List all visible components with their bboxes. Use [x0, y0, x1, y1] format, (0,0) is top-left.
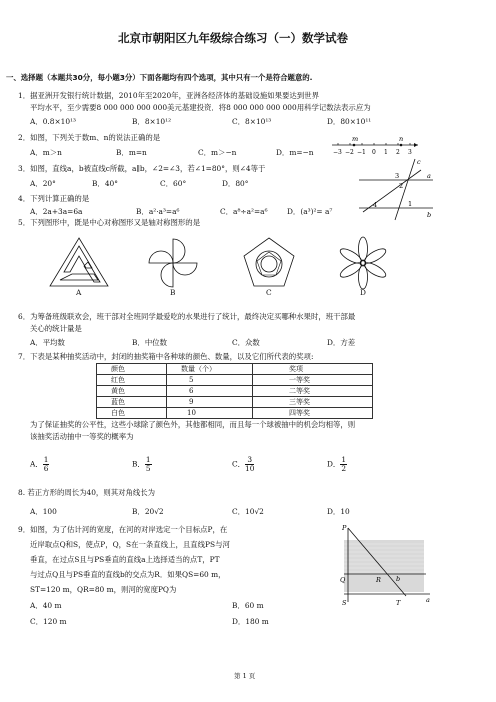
q9-line3: 垂直，在过点S且与PS垂直的直线a上选择适当的点T，PT	[30, 555, 220, 564]
fig3-label-b: b	[427, 211, 432, 219]
q1-stem-line1: 1．据亚洲开发银行统计数据，2010年至2020年，亚洲各经济体的基础设施如果要达到世界	[18, 91, 319, 100]
q7-option-c-label: C．	[232, 459, 246, 469]
q9-option-d: D．180 m	[232, 617, 269, 626]
fraction-denominator: 6	[43, 464, 49, 473]
q3-option-c: C．60°	[160, 179, 187, 188]
table-cell: 黄色	[97, 386, 167, 397]
nl-tick-label: 2	[396, 149, 400, 156]
fig3-angle-1: 1	[408, 200, 413, 208]
q7-option-a-label: A．	[30, 459, 43, 469]
q1-option-c: C．8×10¹³	[232, 117, 272, 126]
fig9-label-t: T	[396, 599, 401, 607]
q7-option-b-fraction	[145, 456, 152, 473]
q9-line4: 与过点Q且与PS垂直的直线b的交点为R．如果QS=60 m，	[30, 570, 226, 579]
q2-option-d: D．m=−n	[276, 148, 314, 157]
prize-table	[96, 363, 373, 419]
q4-option-c: C．a⁸÷a²=a⁶	[220, 207, 268, 216]
q4-option-d: D．(a³)²= a⁷	[287, 207, 333, 216]
nl-tick-label: −1	[357, 149, 366, 156]
table-row	[97, 386, 373, 397]
q1-stem-line2: 平均水平，至少需要8 000 000 000 000美元基建投资．将8 000 000 000 000用科学记数法表示应为	[30, 103, 371, 112]
q7-stem: 7．下表是某种抽奖活动中，封闭的抽奖箱中各种球的颜色、数量，以及它们所代表的奖项:	[18, 352, 314, 361]
q5-stem: 5．下列图形中，既是中心对称图形又是轴对称图形的是	[18, 218, 201, 227]
fig9-label-r: R	[376, 576, 381, 584]
table-cell: 二等奖	[253, 386, 373, 397]
q1-option-d: D．80×10¹¹	[327, 117, 372, 126]
q7-option-a	[30, 456, 49, 473]
table-row	[97, 397, 373, 408]
table-cell: 蓝色	[97, 397, 167, 408]
table-row	[97, 408, 373, 419]
q4-stem: 4．下列计算正确的是	[18, 194, 90, 203]
q6-option-a: A．平均数	[30, 338, 65, 347]
q7-option-d-fraction	[340, 456, 347, 473]
q8-option-a: A．100	[30, 507, 57, 516]
q7-option-c	[232, 456, 254, 473]
fraction-numerator: 1	[341, 455, 347, 464]
table-cell: 奖项	[253, 364, 373, 375]
q6-option-c: C．众数	[232, 338, 260, 347]
table-cell: 9	[167, 397, 253, 408]
q8-option-b: B．20√2	[132, 507, 164, 516]
river-width-figure	[334, 522, 434, 614]
shape-label-b: B	[170, 288, 176, 297]
q2-stem: 2．如图，下列关于数m、n的说法正确的是	[18, 133, 161, 142]
fig9-label-a: a	[426, 596, 430, 604]
table-cell: 6	[167, 386, 253, 397]
q2-option-a: A．m＞n	[30, 148, 62, 157]
q7-option-b-label: B．	[132, 459, 145, 469]
table-cell: 三等奖	[253, 397, 373, 408]
q9-line2: 近岸取点Q和S，使点P，Q，S在一条直线上，且直线PS与河	[30, 540, 230, 549]
shape-label-a: A	[76, 288, 82, 297]
table-cell: 白色	[97, 408, 167, 419]
q6-option-d: D．方差	[327, 338, 356, 347]
q9-option-b: B．60 m	[232, 601, 264, 610]
q6-stem-line2: 关心的统计量是	[30, 324, 82, 333]
table-cell: 10	[167, 408, 253, 419]
nl-label-n: n	[399, 135, 404, 143]
q7-note-line1: 为了保证抽奖的公平性，这些小球除了颜色外，其他都相同，而且每一个球被抽中的机会均相等，则	[30, 420, 356, 429]
q7-option-c-fraction	[245, 456, 254, 473]
table-cell: 红色	[97, 375, 167, 386]
fraction-numerator: 3	[245, 456, 254, 465]
fig3-label-c: c	[417, 158, 421, 166]
fig9-label-b: b	[396, 575, 401, 583]
fig3-angle-2: 2	[399, 182, 404, 190]
shape-c-figure	[242, 236, 296, 288]
nl-tick-label: −3	[333, 149, 342, 156]
q2-option-b: B．m=n	[116, 148, 147, 157]
shape-label-d: D	[360, 288, 366, 297]
q3-option-a: A．20°	[30, 179, 56, 188]
q9-option-a: A．40 m	[30, 601, 62, 610]
shape-a-figure	[48, 236, 110, 288]
q2-option-c: C．m＞−n	[198, 148, 237, 157]
q8-option-d: D．10	[327, 507, 350, 516]
q7-option-b	[132, 456, 152, 473]
section-heading: 一、选择题（本题共30分，每小题3分）下面各题均有四个选项，其中只有一个是符合题意的.	[6, 73, 313, 82]
q3-option-b: B．40°	[92, 179, 118, 188]
shape-d-figure	[336, 236, 390, 290]
q4-option-a: A．2a+3a=6a	[30, 207, 83, 216]
fraction-denominator: 2	[341, 464, 347, 473]
fraction-numerator: 1	[43, 455, 49, 464]
nl-label-m: m	[352, 135, 359, 143]
page-number: 第 1 页	[234, 672, 256, 680]
nl-tick-label: 0	[372, 149, 376, 156]
q1-option-a: A．0.8×10¹³	[30, 117, 77, 126]
q7-option-a-fraction	[43, 456, 50, 473]
nl-tick-label: −2	[345, 149, 354, 156]
q9-line5: ST=120 m，QR=80 m，则河的宽度PQ为	[30, 585, 177, 594]
table-cell: 颜色	[97, 364, 167, 375]
fig3-angle-4: 4	[373, 201, 378, 209]
table-cell: 一等奖	[253, 375, 373, 386]
q6-option-b: B．中位数	[132, 338, 167, 347]
fraction-numerator: 1	[145, 455, 151, 464]
q9-line1: 9．如图，为了估计河的宽度，在河的对岸选定一个目标点P，在	[18, 525, 228, 534]
fig9-label-q: Q	[340, 576, 346, 584]
fig9-label-s: S	[342, 599, 347, 607]
nl-tick-label: 3	[408, 149, 412, 156]
q7-note-line2: 该抽奖活动抽中一等奖的概率为	[30, 432, 134, 441]
fig3-angle-3: 3	[395, 172, 400, 180]
shape-label-c: C	[266, 288, 272, 297]
q7-option-d	[327, 456, 347, 473]
q3-option-d: D．80°	[222, 179, 249, 188]
q7-option-d-label: D．	[327, 459, 341, 469]
nl-tick-label: 1	[384, 149, 388, 156]
fraction-denominator: 5	[145, 464, 151, 473]
fraction-denominator: 10	[245, 464, 255, 473]
table-cell: 四等奖	[253, 408, 373, 419]
q8-option-c: C．10√2	[232, 507, 264, 516]
table-row	[97, 375, 373, 386]
fig9-label-p: P	[342, 524, 347, 532]
q1-option-b: B．8×10¹²	[132, 117, 172, 126]
q4-option-b: B．a²·a³=a⁶	[136, 207, 180, 216]
fig3-label-a: a	[427, 172, 431, 180]
shape-b-figure	[146, 236, 200, 290]
q9-option-c: C．120 m	[30, 617, 67, 626]
q6-stem-line1: 6．为筹备班级联欢会，班干部对全班同学最爱吃的水果进行了统计，最终决定买哪种水果时，班干部最	[18, 312, 356, 321]
q3-stem: 3．如图，直线a，b被直线c所截，a∥b，∠2=∠3，若∠1=80°，则∠4等于	[18, 164, 266, 173]
table-cell: 5	[167, 375, 253, 386]
table-header-row	[97, 364, 373, 375]
table-cell: 数量（个）	[167, 364, 253, 375]
page-title: 北京市朝阳区九年级综合练习（一）数学试卷	[118, 31, 348, 45]
q8-stem: 8. 若正方形的周长为40，则其对角线长为	[18, 488, 156, 497]
parallel-lines-figure	[355, 156, 435, 222]
